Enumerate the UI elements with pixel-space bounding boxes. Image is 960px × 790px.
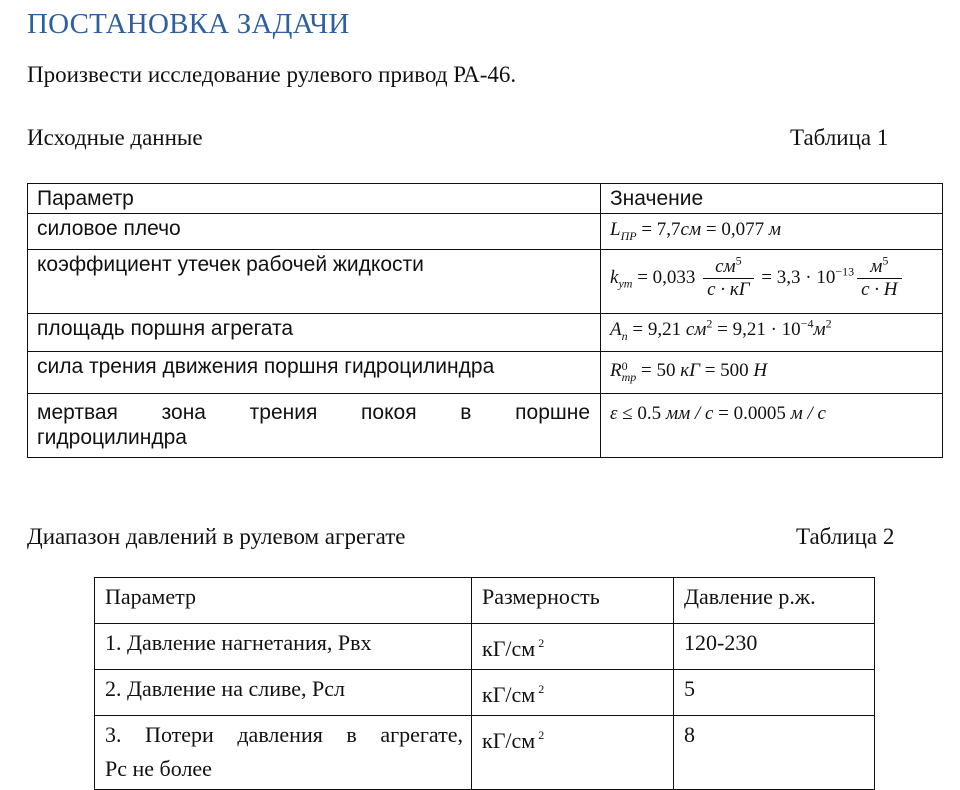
table-row (95, 670, 875, 716)
formula-arm: $L_{ПР} = 7,7см = 0,077$ м (610, 219, 781, 243)
header-cell-dimension: Размерность (472, 578, 674, 624)
value-cell (601, 214, 943, 250)
header-cell-parameter: Параметр (95, 578, 472, 624)
param-line-1: мертвая зона трения покоя в поршне (37, 401, 590, 424)
param-cell: площадь поршня агрегата (28, 314, 601, 352)
value-cell (601, 352, 943, 394)
header-cell-value: Значение (601, 184, 943, 214)
header-cell-parameter: Параметр (28, 184, 601, 214)
table-header-row (95, 578, 875, 624)
param-cell: коэффициент утечек рабочей жидкости (28, 250, 601, 314)
param-line-2: гидроцилиндра (37, 426, 187, 449)
unit-cell: кГ/см $^2$ (472, 716, 674, 790)
formula-deadzone: ε ≤ 0.5 мм / с = 0.0005 м / с (610, 403, 826, 424)
value-cell (601, 314, 943, 352)
table2-number: Таблица 2 (796, 524, 895, 549)
table-pressure-range (94, 577, 875, 790)
header-cell-pressure: Давление р.ж. (674, 578, 875, 624)
param-cell: сила трения движения поршня гидроцилиндра (28, 352, 601, 394)
table2-caption: Диапазон давлений в рулевом агрегате (27, 524, 406, 549)
unit-cell: кГ/см $^2$ (472, 670, 674, 716)
param-cell: 1. Давление нагнетания, Рвх (95, 624, 472, 670)
formula-friction: R 0 тр = 50 кГ = 500 Н (610, 358, 768, 384)
formula-leakage: $k_{ут} = 0,033$ $\frac{см^5}{с \cdot кГ}$ = $3,3 \cdot 10^{-13}$ $\frac{м^5}{с \cdot Н}$ (610, 256, 905, 301)
value-cell (601, 250, 943, 314)
param-cell (95, 716, 472, 790)
value-cell: 5 (674, 670, 875, 716)
value-cell: 8 (674, 716, 875, 790)
table-row (28, 250, 943, 314)
table-row (95, 624, 875, 670)
table-row (95, 716, 875, 790)
param-line-1: 3. Потери давления в агрегате, (105, 722, 463, 747)
page-heading: ПОСТАНОВКА ЗАДАЧИ (27, 8, 350, 40)
table-initial-data (27, 183, 943, 458)
table-row (28, 214, 943, 250)
table1-caption: Исходные данные (27, 125, 203, 150)
unit-cell: кГ/см $^2$ (472, 624, 674, 670)
table-row (28, 394, 943, 458)
param-cell: силовое плечо (28, 214, 601, 250)
task-statement: Произвести исследование рулевого привод РА-46. (27, 62, 517, 87)
table-row (28, 352, 943, 394)
value-cell (601, 394, 943, 458)
table1-number: Таблица 1 (790, 125, 889, 150)
param-cell: 2. Давление на сливе, Рсл (95, 670, 472, 716)
formula-area: $A_п = 9,21$ $см^2 = 9,21 \cdot 10^{-4}м^2$ (610, 316, 832, 343)
value-cell: 120-230 (674, 624, 875, 670)
table-row (28, 314, 943, 352)
param-line-2: Рс не более (105, 756, 212, 781)
table-header-row (28, 184, 943, 214)
param-cell (28, 394, 601, 458)
